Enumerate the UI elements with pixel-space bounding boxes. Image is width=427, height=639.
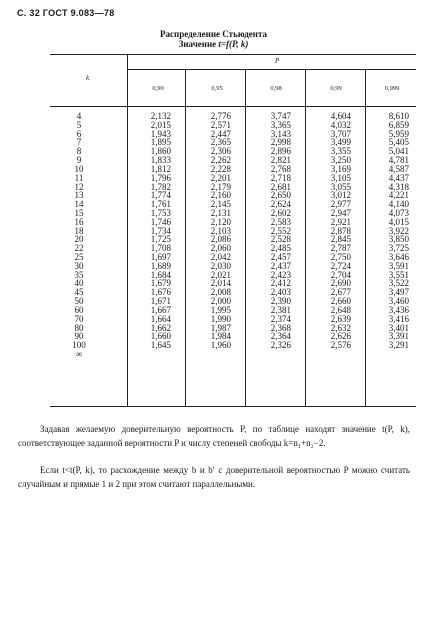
k-value: 45 — [74, 287, 84, 298]
table-cell: 4,073 — [388, 207, 409, 218]
k-value: 14 — [74, 199, 84, 210]
table-cell: 4,781 — [388, 155, 409, 166]
table-cell: 2,423 — [270, 269, 291, 280]
table-cell: 3,291 — [388, 340, 409, 351]
table-cell: 2,201 — [210, 172, 231, 183]
p-header-098: 0,98 — [270, 85, 282, 92]
table-cell: 3,143 — [270, 128, 291, 139]
table-cell: 2,326 — [270, 340, 291, 351]
table-cell: 2,103 — [210, 225, 231, 236]
k-value: 16 — [74, 216, 84, 227]
k-value: 7 — [76, 137, 82, 148]
table-cell: 2,131 — [210, 207, 231, 218]
table-cell: 2,365 — [210, 137, 231, 148]
table-cell: 2,648 — [330, 304, 351, 315]
table-cell: 2,750 — [330, 252, 351, 262]
table-cell: 3,105 — [330, 172, 351, 183]
table-cell: 4,587 — [388, 163, 409, 174]
table-cell: 2,132 — [150, 111, 171, 121]
table-cell: 5,959 — [388, 128, 409, 139]
table-cell: 4,015 — [388, 216, 409, 227]
table-cell: 1,676 — [150, 287, 171, 298]
table-cell: 2,583 — [270, 216, 291, 227]
table-cell: 1,671 — [150, 296, 171, 307]
k-value: 50 — [74, 296, 84, 307]
table-cell: 1,708 — [150, 243, 171, 254]
table-cell: 2,390 — [270, 296, 291, 307]
subtitle-formula: t=f(P, k) — [218, 39, 249, 49]
table-cell: 2,896 — [270, 146, 291, 157]
k-value: 60 — [74, 304, 84, 315]
k-value: 13 — [74, 190, 84, 201]
table-cell: 2,021 — [210, 269, 231, 280]
table-cell: 3,250 — [330, 155, 351, 166]
table-cell: 3,055 — [330, 181, 351, 192]
k-value: 35 — [74, 269, 84, 280]
table-cell: 2,947 — [330, 207, 351, 218]
table-cell: 1,774 — [150, 190, 171, 201]
table-cell: 3,850 — [388, 234, 409, 245]
column-p-095 — [186, 112, 231, 350]
k-column — [50, 112, 108, 359]
k-value: 30 — [74, 260, 84, 271]
table-cell: 2,878 — [330, 225, 351, 236]
table-cell: 2,704 — [330, 269, 351, 280]
column-p-090 — [128, 112, 171, 350]
table-cell: 2,008 — [210, 287, 231, 298]
table-cell: 3,460 — [388, 296, 409, 307]
table-cell: 2,602 — [270, 207, 291, 218]
k-value: 18 — [74, 225, 84, 236]
k-value: 8 — [76, 146, 82, 157]
table-cell: 2,921 — [330, 216, 351, 227]
table-cell: 3,436 — [388, 304, 409, 315]
table-cell: 2,571 — [210, 119, 231, 130]
table-cell: 2,776 — [210, 111, 231, 121]
table-cell: 3,355 — [330, 146, 351, 157]
table-cell: 4,140 — [388, 199, 409, 210]
table-cell: 3,012 — [330, 190, 351, 201]
table-cell: 2,014 — [210, 278, 231, 289]
table-cell: 2,977 — [330, 199, 351, 210]
table-cell: 3,365 — [270, 119, 291, 130]
table-cell: 2,624 — [270, 199, 291, 210]
k-value: 22 — [74, 243, 84, 254]
table-cell: 3,497 — [388, 287, 409, 298]
table-cell: 2,306 — [210, 146, 231, 157]
table-cell: 1,645 — [150, 340, 171, 351]
table-header-bottom-border — [50, 106, 416, 107]
column-p-0999 — [366, 112, 409, 350]
table-cell: 2,845 — [330, 234, 351, 245]
table-cell: 1,725 — [150, 234, 171, 245]
table-cell: 2,403 — [270, 287, 291, 298]
table-cell: 2,576 — [330, 340, 351, 351]
table-cell: 1,990 — [210, 313, 231, 324]
p-header-0999: 0,999 — [384, 85, 400, 92]
table-cell: 1,995 — [210, 304, 231, 315]
table-cell: 3,169 — [330, 163, 351, 174]
table-cell: 2,821 — [270, 155, 291, 166]
k-value: 25 — [74, 252, 84, 262]
table-cell: 4,604 — [330, 111, 351, 121]
table-cell: 1,796 — [150, 172, 171, 183]
table-cell: 1,664 — [150, 313, 171, 324]
table-cell: 1,761 — [150, 199, 171, 210]
table-cell: 3,591 — [388, 260, 409, 271]
table-cell: 2,179 — [210, 181, 231, 192]
table-cell: 2,412 — [270, 278, 291, 289]
table-cell: 4,318 — [388, 181, 409, 192]
table-bottom-border — [50, 406, 416, 407]
paragraph-2: Если t<t(P, k), то расхождение между b и b′ с доверительной вероятностью P можно считать случайным и прямые 1 и 2 при этом считают параллельными. — [18, 465, 410, 489]
table-cell: 2,660 — [330, 296, 351, 307]
table-cell: 1,679 — [150, 278, 171, 289]
paragraph-1: Задавая желаемую доверительную вероятность P, по таблице находят значение t(P, k), соответствующее заданной вероятности P и числу степеней свободы k=n₁+n₂−2. — [18, 424, 410, 448]
table-cell: 2,626 — [330, 331, 351, 342]
table-cell: 4,221 — [388, 190, 409, 201]
p-header-divider — [127, 69, 416, 70]
table-cell: 2,262 — [210, 155, 231, 166]
table-subtitle — [0, 39, 427, 49]
table-cell: 2,485 — [270, 243, 291, 254]
table-cell: 1,746 — [150, 216, 171, 227]
table-cell: 2,718 — [270, 172, 291, 183]
table-cell: 3,416 — [388, 313, 409, 324]
table-cell: 3,551 — [388, 269, 409, 280]
table-cell: 5,405 — [388, 137, 409, 148]
p-column-header: P — [275, 57, 280, 65]
table-cell: 3,922 — [388, 225, 409, 236]
table-cell: 1,689 — [150, 260, 171, 271]
table-cell: 2,000 — [210, 296, 231, 307]
table-cell: 2,677 — [330, 287, 351, 298]
table-cell: 2,437 — [270, 260, 291, 271]
k-value: 15 — [74, 207, 84, 218]
table-cell: 1,684 — [150, 269, 171, 280]
table-cell: 2,690 — [330, 278, 351, 289]
table-cell: 1,782 — [150, 181, 171, 192]
table-cell: 3,391 — [388, 331, 409, 342]
table-cell: 1,960 — [210, 340, 231, 351]
k-value: 5 — [76, 119, 82, 130]
table-cell: 3,401 — [388, 322, 409, 333]
table-cell: 3,725 — [388, 243, 409, 254]
table-cell: 2,528 — [270, 234, 291, 245]
k-value: 70 — [74, 313, 84, 324]
table-cell: 1,984 — [210, 331, 231, 342]
k-value: 10 — [74, 163, 84, 174]
p-header-095: 0,95 — [211, 85, 223, 92]
table-cell: 3,646 — [388, 252, 409, 262]
table-cell: 1,753 — [150, 207, 171, 218]
k-value: 4 — [76, 111, 82, 121]
table-cell: 1,660 — [150, 331, 171, 342]
k-value: 6 — [76, 128, 82, 139]
k-value: 80 — [74, 322, 84, 333]
table-cell: 1,662 — [150, 322, 171, 333]
table-cell: 2,639 — [330, 313, 351, 324]
page-header: С. 32 ГОСТ 9.083—78 — [17, 8, 115, 18]
column-p-098 — [246, 112, 291, 350]
k-column-header: k — [86, 74, 90, 82]
table-cell: 3,747 — [270, 111, 291, 121]
table-cell: 2,787 — [330, 243, 351, 254]
table-cell: 1,987 — [210, 322, 231, 333]
table-cell: 2,681 — [270, 181, 291, 192]
table-cell: 4,032 — [330, 119, 351, 130]
table-cell: 3,707 — [330, 128, 351, 139]
table-title: Распределение Стьюдента — [160, 29, 267, 39]
k-value: 20 — [74, 234, 84, 245]
subtitle-prefix: Значение — [178, 39, 219, 49]
table-cell: 5,041 — [388, 146, 409, 157]
p-header-090: 0,90 — [152, 85, 164, 92]
table-cell: 1,812 — [150, 163, 171, 174]
table-cell: 3,522 — [388, 278, 409, 289]
table-cell: 4,437 — [388, 172, 409, 183]
table-top-border — [50, 54, 416, 55]
table-cell: 1,860 — [150, 146, 171, 157]
table-cell: 8,610 — [388, 111, 409, 121]
table-cell: 2,120 — [210, 216, 231, 227]
table-cell: 2,998 — [270, 137, 291, 148]
p-header-099: 0,99 — [330, 85, 342, 92]
table-cell: 2,768 — [270, 163, 291, 174]
column-p-099 — [306, 112, 351, 350]
table-cell: 2,632 — [330, 322, 351, 333]
table-cell: 1,697 — [150, 252, 171, 262]
table-cell: 2,015 — [150, 119, 171, 130]
table-cell: 2,364 — [270, 331, 291, 342]
table-cell: 1,895 — [150, 137, 171, 148]
table-cell: 2,042 — [210, 252, 231, 262]
table-cell: 1,943 — [150, 128, 171, 139]
k-value: 11 — [74, 172, 84, 183]
table-cell: 2,145 — [210, 199, 231, 210]
table-cell: 2,086 — [210, 234, 231, 245]
table-cell: 1,833 — [150, 155, 171, 166]
table-cell: 2,650 — [270, 190, 291, 201]
k-value: 9 — [76, 155, 82, 166]
k-value: 40 — [74, 278, 84, 289]
table-cell: 2,447 — [210, 128, 231, 139]
table-cell: 2,368 — [270, 322, 291, 333]
k-value: ∞ — [75, 348, 83, 359]
table-cell: 1,667 — [150, 304, 171, 315]
table-cell: 2,724 — [330, 260, 351, 271]
table-cell: 2,381 — [270, 304, 291, 315]
k-value: 100 — [72, 340, 86, 351]
table-cell: 2,228 — [210, 163, 231, 174]
table-cell: 6,859 — [388, 119, 409, 130]
table-cell: 1,734 — [150, 225, 171, 236]
table-cell: 2,060 — [210, 243, 231, 254]
table-cell: 2,552 — [270, 225, 291, 236]
table-cell: 2,374 — [270, 313, 291, 324]
k-value: 90 — [74, 331, 84, 342]
table-cell: 2,457 — [270, 252, 291, 262]
table-cell: 3,499 — [330, 137, 351, 148]
k-value: 12 — [74, 181, 84, 192]
table-cell: 2,030 — [210, 260, 231, 271]
table-cell: 2,160 — [210, 190, 231, 201]
